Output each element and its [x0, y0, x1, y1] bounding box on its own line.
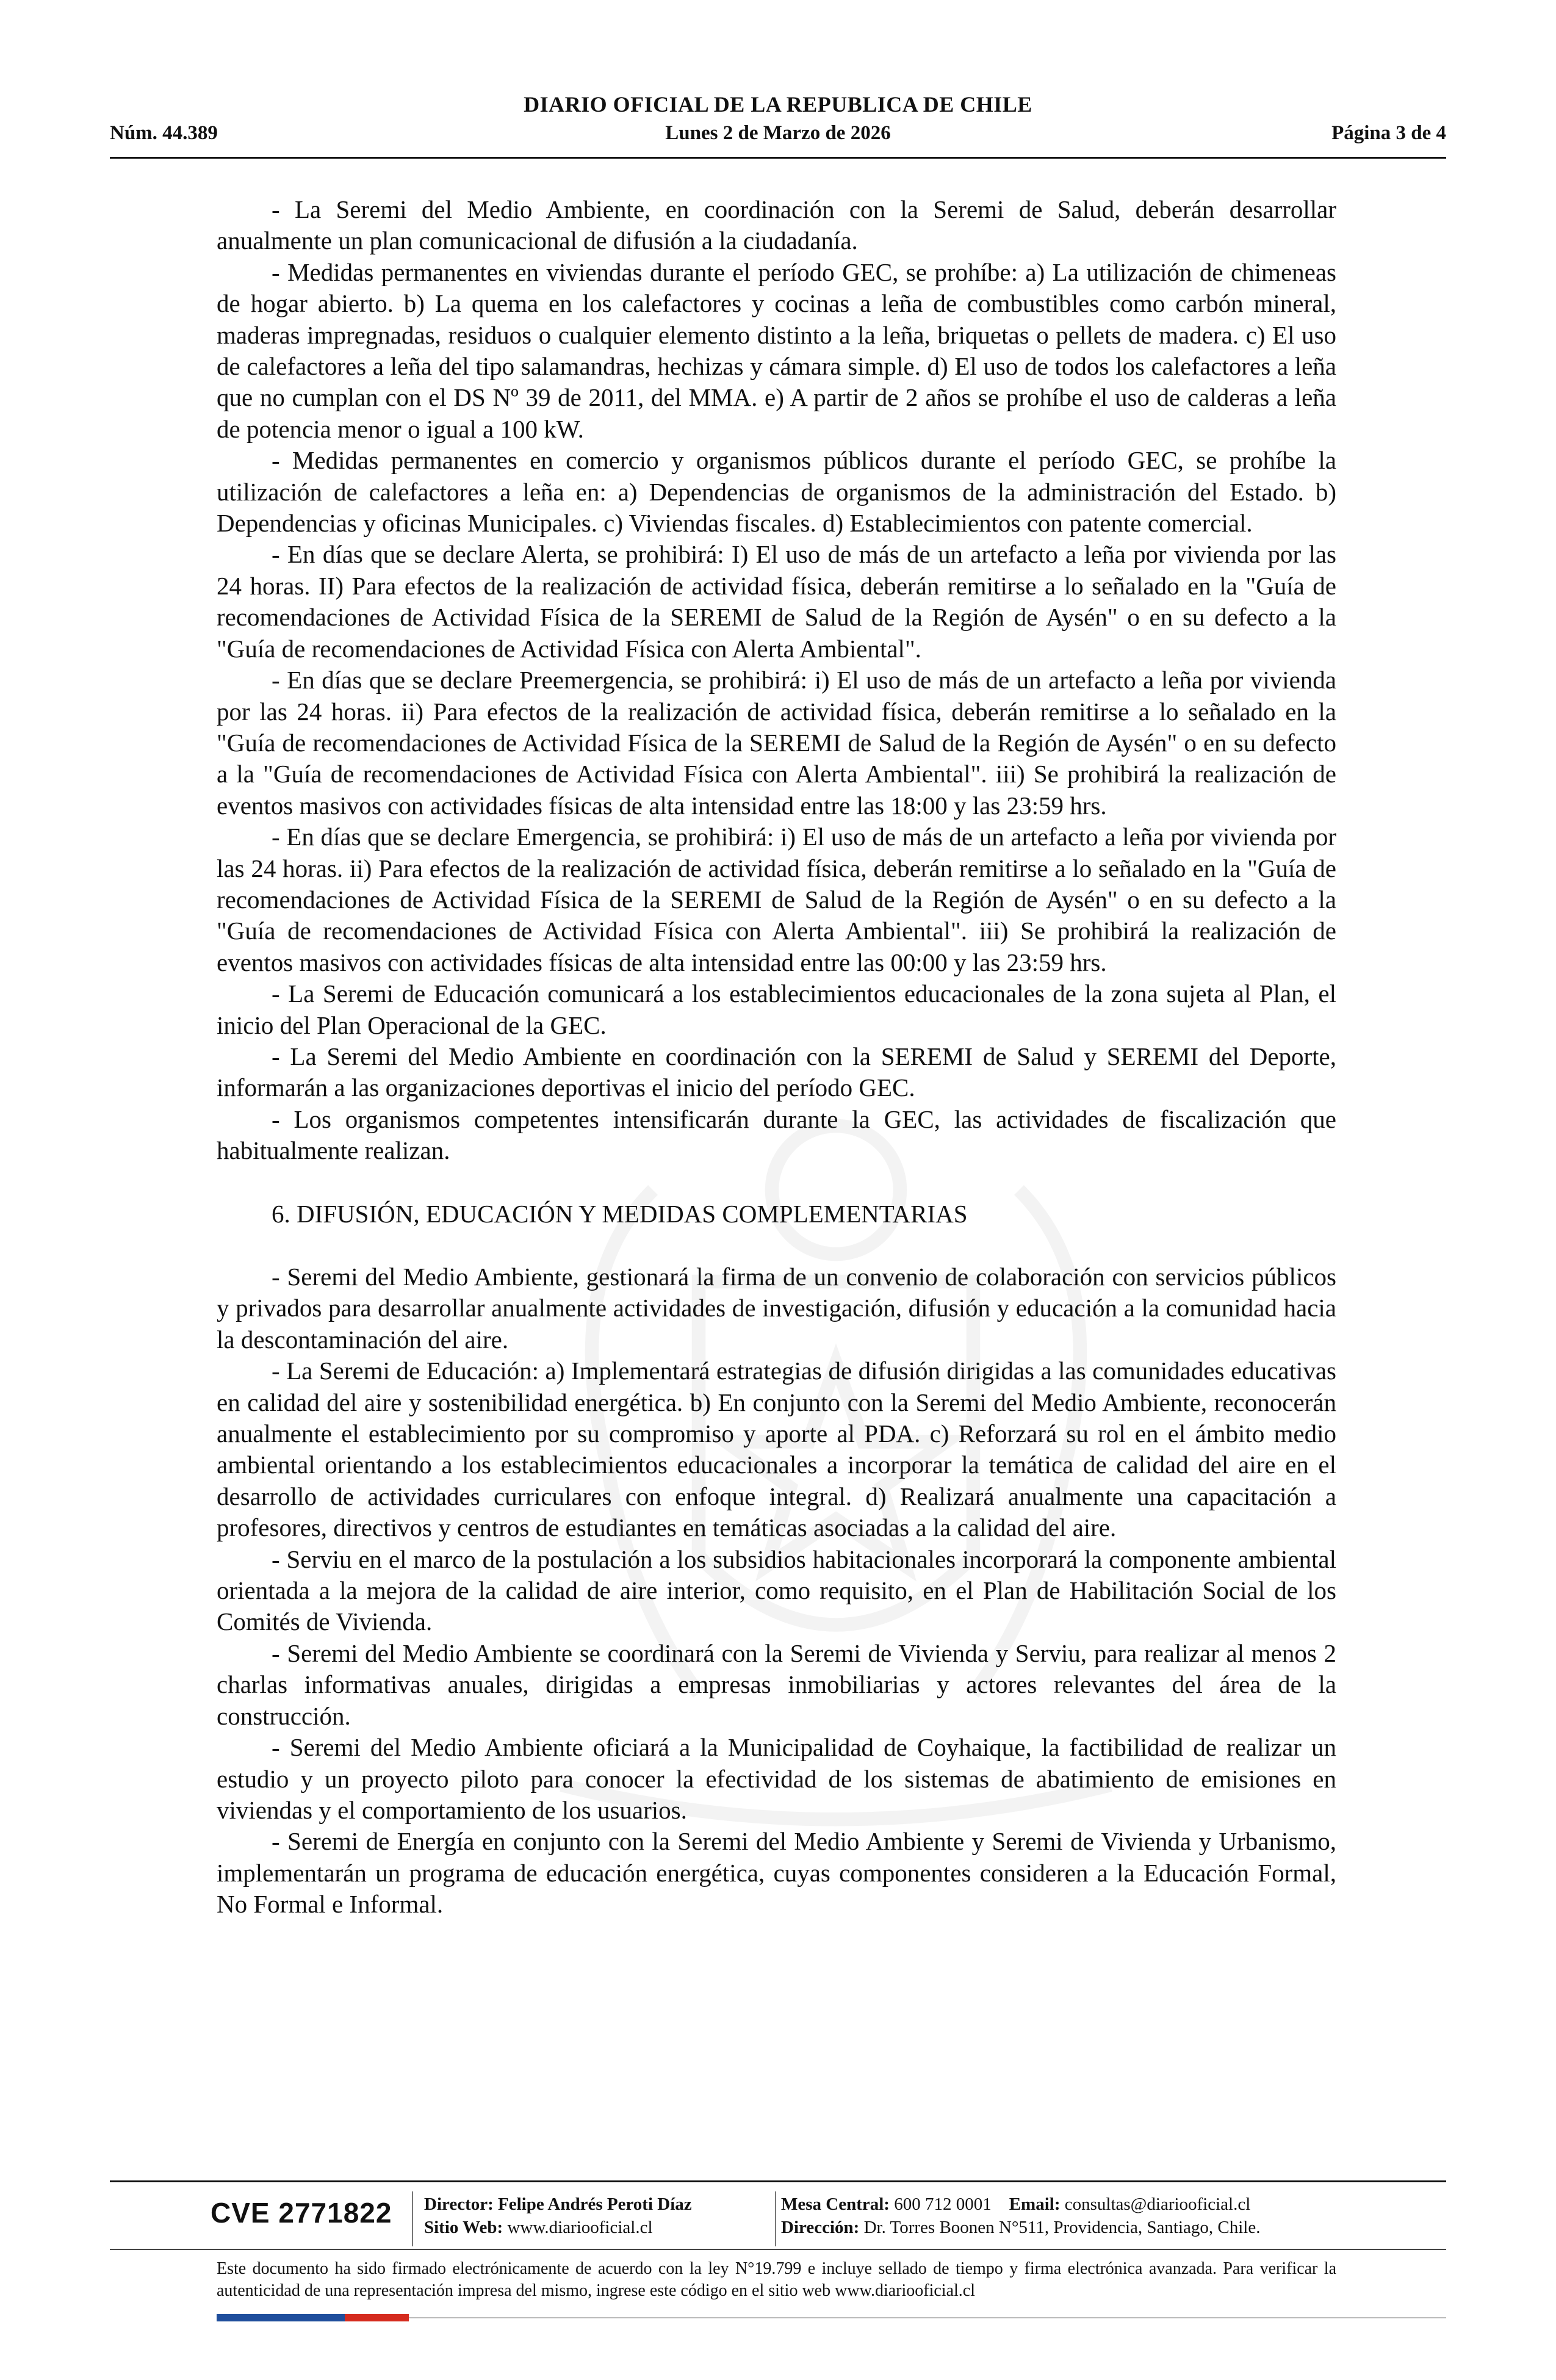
page-header [110, 92, 1446, 156]
paragraph: - La Seremi de Educación comunicará a los establecimientos educacionales de la zona sujeta al Plan, el inicio del Plan Operacional de la GEC. [217, 979, 1336, 1039]
paragraph: - Medidas permanentes en viviendas durante el período GEC, se prohíbe: a) La utilización de chimeneas de hogar abierto. b) La quema en los calefactores y cocinas a leña de combustibles como carbón mineral, maderas impregnadas, residuos o cualquier elemento distinto a la leña, briquetas o pellets de madera. c) El uso de calefactores a leña del tipo salamandras, hechizas y cámara simple. d) El uso de todos los calefactores a leña que no cumplan con el DS Nº 39 de 2011, del MMA. e) A partir de 2 años se prohíbe el uso de calderas a leña de potencia menor o igual a 100 kW. [217, 258, 1336, 443]
flag-color-bar [217, 2314, 409, 2321]
document-body [217, 194, 1336, 1920]
director-label: Director: [424, 2194, 494, 2214]
paragraph: - Medidas permanentes en comercio y organismos públicos durante el período GEC, se prohíbe la utilización de calefactores a leña en: a) Dependencias de organismos de la administración del Estado. b) Dependencias y oficinas Municipales. c) Viviendas fiscales. d) Establecimientos con patente comercial. [217, 446, 1336, 538]
paragraph: - Seremi del Medio Ambiente oficiará a la Municipalidad de Coyhaique, la factibilidad de realizar un estudio y un proyecto piloto para conocer la efectividad de los sistemas de abatimiento de emisiones en viviendas y el comportamiento de los usuarios. [217, 1733, 1336, 1824]
cve-code: CVE 2771822 [211, 2197, 392, 2229]
address-label: Dirección: [781, 2218, 860, 2237]
paragraph: - Los organismos competentes intensificarán durante la GEC, las actividades de fiscalización que habitualmente realizan. [217, 1105, 1336, 1165]
footer-contact-block [781, 2193, 1260, 2239]
address-value: Dr. Torres Boonen N°511, Providencia, Santiago, Chile. [863, 2218, 1261, 2237]
site-label: Sitio Web: [424, 2218, 503, 2237]
section-heading: 6. DIFUSIÓN, EDUCACIÓN Y MEDIDAS COMPLEMENTARIAS [272, 1199, 968, 1228]
footer-separator [412, 2191, 413, 2246]
paragraph: - En días que se declare Preemergencia, se prohibirá: i) El uso de más de un artefacto a leña por vivienda por las 24 horas. ii) Para efectos de la realización de actividad física, deberán remitirse a lo señalado en la "Guía de recomendaciones de Actividad Física de la SEREMI de Salud de la Región de Aysén" o en su defecto a la "Guía de recomendaciones de Actividad Física con Alerta Ambiental". iii) Se prohibirá la realización de eventos masivos con actividades físicas de alta intensidad entre las 18:00 y las 23:59 hrs. [217, 666, 1336, 820]
header-divider [110, 157, 1446, 159]
footer-separator [775, 2191, 776, 2246]
flag-color-segment [281, 2314, 345, 2321]
paragraph: - Seremi del Medio Ambiente se coordinará con la Seremi de Vivienda y Serviu, para realizar al menos 2 charlas informativas anuales, dirigidas a empresas inmobiliarias y actores relevantes del área de la construcción. [217, 1639, 1336, 1730]
paragraph: - La Seremi del Medio Ambiente en coordinación con la SEREMI de Salud y SEREMI del Deporte, informarán a las organizaciones deportivas el inicio del período GEC. [217, 1042, 1336, 1102]
paragraph: - En días que se declare Emergencia, se prohibirá: i) El uso de más de un artefacto a leña por vivienda por las 24 horas. ii) Para efectos de la realización de actividad física, deberán remitirse a lo señalado en la "Guía de recomendaciones de Actividad Física de la SEREMI de Salud de la Región de Aysén" o en su defecto a la "Guía de recomendaciones de Actividad Física con Alerta Ambiental". iii) Se prohibirá la realización de eventos masivos con actividades físicas de alta intensidad entre las 00:00 y las 23:59 hrs. [217, 823, 1336, 976]
publication-title: DIARIO OFICIAL DE LA REPUBLICA DE CHILE [524, 92, 1032, 117]
footer-director-block [424, 2193, 692, 2239]
publication-date: Lunes 2 de Marzo de 2026 [665, 122, 891, 144]
paragraph: - En días que se declare Alerta, se prohibirá: I) El uso de más de un artefacto a leña por vivienda por las 24 horas. II) Para efectos de la realización de actividad física, deberán remitirse a lo señalado en la "Guía de recomendaciones de Actividad Física de la SEREMI de Salud de la Región de Aysén" o en su defecto a la "Guía de recomendaciones de Actividad Física con Alerta Ambiental". [217, 540, 1336, 663]
page-number: Página 3 de 4 [1331, 122, 1446, 144]
bottom-rule [409, 2317, 1446, 2318]
footer-divider-2 [110, 2249, 1446, 2250]
flag-color-segment [345, 2314, 409, 2321]
email-label: Email: [1009, 2194, 1061, 2214]
phone-label: Mesa Central: [781, 2194, 890, 2214]
paragraph: - La Seremi del Medio Ambiente, en coordinación con la Seremi de Salud, deberán desarrollar anualmente un plan comunicacional de difusión a la ciudadanía. [217, 195, 1336, 255]
flag-color-segment [217, 2314, 281, 2321]
email-link[interactable]: consultas@diariooficial.cl [1064, 2194, 1251, 2214]
issue-number: Núm. 44.389 [110, 122, 218, 144]
paragraph: - Serviu en el marco de la postulación a los subsidios habitacionales incorporará la componente ambiental orientada a la mejora de la calidad de aire interior, como requisito, en el Plan de Habilitación Social de los Comités de Vivienda. [217, 1545, 1336, 1636]
site-link[interactable]: www.diariooficial.cl [507, 2218, 653, 2237]
phone-value: 600 712 0001 [894, 2194, 992, 2214]
legal-notice: Este documento ha sido firmado electrónicamente de acuerdo con la ley N°19.799 e incluye sellado de tiempo y firma electrónica avanzada. Para verificar la autenticidad de una representación impresa del mismo, ingrese este código en el sitio web www.diariooficial.cl [217, 2259, 1336, 2300]
paragraph: - Seremi del Medio Ambiente, gestionará la firma de un convenio de colaboración con servicios públicos y privados para desarrollar anualmente actividades de investigación, difusión y educación a la comunidad hacia la descontaminación del aire. [217, 1263, 1336, 1354]
paragraph: - La Seremi de Educación: a) Implementará estrategias de difusión dirigidas a las comunidades educativas en calidad del aire y sostenibilidad energética. b) En conjunto con la Seremi del Medio Ambiente, reconocerán anualmente el establecimiento por su compromiso y aporte al PDA. c) Reforzará su rol en el ámbito medio ambiental orientando a los establecimientos educacionales a incorporar la temática de calidad del aire en el desarrollo de actividades curriculares con enfoque integral. d) Realizará anualmente una capacitación a profesores, directivos y centros de estudiantes en temáticas asociadas a la calidad del aire. [217, 1357, 1336, 1542]
paragraph: - Seremi de Energía en conjunto con la Seremi del Medio Ambiente y Seremi de Vivienda y Urbanismo, implementarán un programa de educación energética, cuyas componentes consideren a la Educación Formal, No Formal e Informal. [217, 1827, 1336, 1919]
director-name: Felipe Andrés Peroti Díaz [498, 2194, 692, 2214]
footer-divider [110, 2180, 1446, 2182]
